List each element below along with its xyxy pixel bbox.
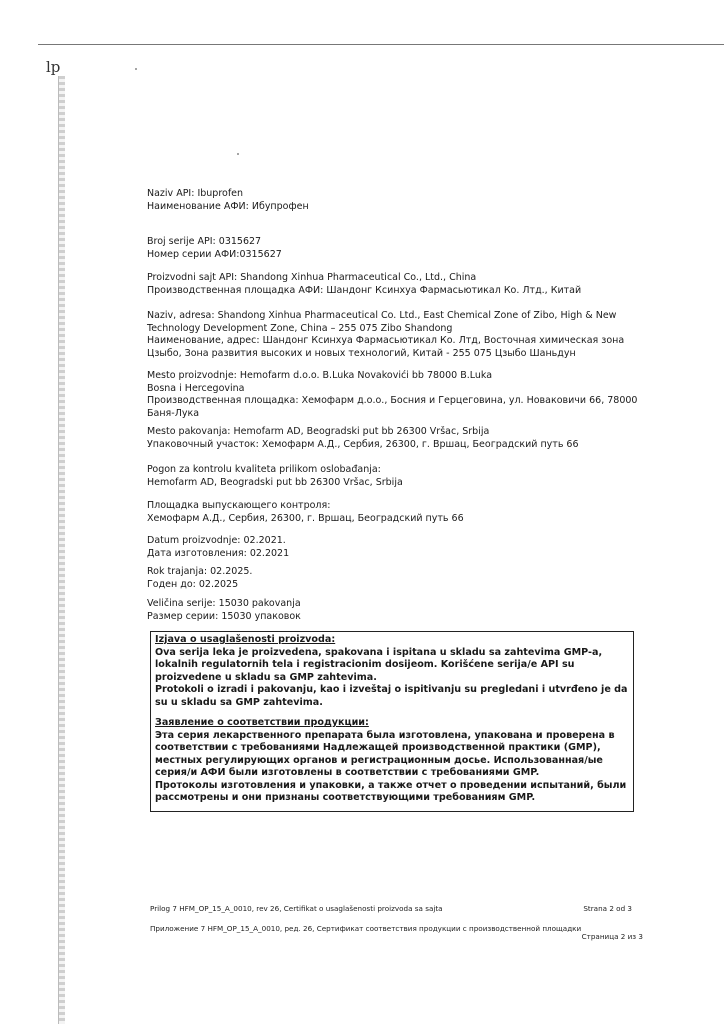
field-address — [147, 310, 624, 360]
field-manufacturing-date — [147, 535, 289, 560]
scanned-page-edge — [58, 76, 65, 1024]
field-packaging-site — [147, 426, 579, 451]
line: Хемофарм А.Д., Сербия, 26300, г. Вршац, Београдский путь 66 — [147, 512, 464, 524]
line: Naziv, adresa: Shandong Xinhua Pharmaceutical Co. Ltd., East Chemical Zone of Zibo, High & New — [147, 310, 617, 321]
field-api-batch — [147, 236, 282, 261]
line: Наименование АФИ: Ибупрофен — [147, 200, 309, 212]
line: Mesto pakovanja: Hemofarm AD, Beogradski put bb 26300 Vršac, Srbija — [147, 426, 490, 437]
footer-sr — [150, 904, 632, 913]
line: Производственная площадка: Хемофарм д.о.о., Босния и Герцеговина, ул. Новаковичи 66, 78000 — [147, 395, 638, 407]
line: Technology Development Zone, China – 255 075 Zibo Shandong — [147, 322, 453, 334]
footer-doc-ref-sr: Prilog 7 HFM_OP_15_A_0010, rev 26, Certifikat o usaglašenosti proizvoda sa sajta — [150, 904, 443, 913]
line: Годен до: 02.2025 — [147, 578, 239, 590]
line: Производственная площадка АФИ: Шандонг Ксинхуа Фармасьютикал Ко. Лтд., Китай — [147, 284, 582, 296]
line: Цзыбо, Зона развития высоких и новых технологий, Китай - 255 075 Цзыбо Шаньдун — [147, 347, 576, 359]
field-qc-release — [147, 464, 403, 489]
field-expiry-date — [147, 566, 252, 591]
footer-page-ru: Страница 2 из 3 — [581, 932, 643, 941]
line: Datum proizvodnje: 02.2021. — [147, 535, 286, 546]
field-api-site — [147, 272, 581, 297]
line: Rok trajanja: 02.2025. — [147, 566, 253, 577]
line: Bosna i Hercegovina — [147, 382, 245, 394]
top-rule — [38, 44, 724, 45]
handwritten-margin-mark: lp — [46, 58, 61, 76]
field-batch-size — [147, 598, 301, 623]
footer-page-sr: Strana 2 od 3 — [583, 904, 632, 913]
scan-speck — [135, 68, 137, 70]
line: Площадка выпускающего контроля: — [147, 500, 331, 511]
line: Pogon za kontrolu kvaliteta prilikom oslobađanja: — [147, 464, 381, 475]
statement-text-ru-2: Протоколы изготовления и упаковки, а также отчет о проведении испытаний, были рассмотрены и они признаны соответствующими требованиям GMP. — [155, 779, 627, 803]
line: Proizvodni sajt API: Shandong Xinhua Pharmaceutical Co., Ltd., China — [147, 272, 477, 283]
footer-doc-ref-ru: Приложение 7 HFM_OP_15_A_0010, ред. 26, Сертификат соответствия продукции с производственной площадки — [150, 924, 582, 933]
line: Дата изготовления: 02.2021 — [147, 547, 290, 559]
line: Mesto proizvodnje: Hemofarm d.o.o. B.Luka Novakovići bb 78000 B.Luka — [147, 370, 493, 381]
line: Упаковочный участок: Хемофарм А.Д., Сербия, 26300, г. Вршац, Београдский путь 66 — [147, 438, 579, 450]
field-api-name — [147, 188, 309, 213]
line: Наименование, адрес: Шандонг Ксинхуа Фармасьютикал Ко. Лтд, Восточная химическая зона — [147, 335, 625, 347]
line: Размер серии: 15030 упаковок — [147, 610, 301, 622]
statement-text-sr-1: Ova serija leka je proizvedena, spakovana i ispitana u skladu sa zahtevima GMP-a, lokalnih regulatornih tela i registracionim dosijeom. Korišćene serija/e API su proizvedene u skladu sa GMP zahtevima. — [155, 646, 603, 683]
conformity-statement-box — [150, 631, 634, 812]
line: Hemofarm AD, Beogradski put bb 26300 Vršac, Srbija — [147, 476, 403, 488]
field-qc-release-ru — [147, 500, 464, 525]
statement-spacer — [155, 709, 629, 717]
line: Naziv API: Ibuprofen — [147, 188, 244, 199]
line: Veličina serije: 15030 pakovanja — [147, 598, 301, 609]
line: Номер серии АФИ:0315627 — [147, 248, 282, 260]
statement-title-ru: Заявление о соответствии продукции: — [155, 717, 369, 728]
line: Баня-Лука — [147, 407, 200, 419]
scan-speck — [237, 153, 239, 155]
line: Broj serije API: 0315627 — [147, 236, 262, 247]
statement-text-ru-1: Эта серия лекарственного препарата была изготовлена, упакована и проверена в соответствии с требованиями Надлежащей производственной практики (GMP), местных регулирующих органов и регистрационным досье. Использованная/ые серия/и АФИ были изготовлены в соответствии с требованиями GMP. — [155, 729, 615, 778]
field-manufacturing-site — [147, 370, 637, 420]
statement-text-sr-2: Protokoli o izradi i pakovanju, kao i izveštaj o ispitivanju su pregledani i utvrđeno je da su u skladu sa GMP zahtevima. — [155, 684, 628, 708]
footer-ru — [150, 924, 643, 933]
statement-title-sr: Izjava o usaglašenosti proizvoda: — [155, 634, 336, 645]
